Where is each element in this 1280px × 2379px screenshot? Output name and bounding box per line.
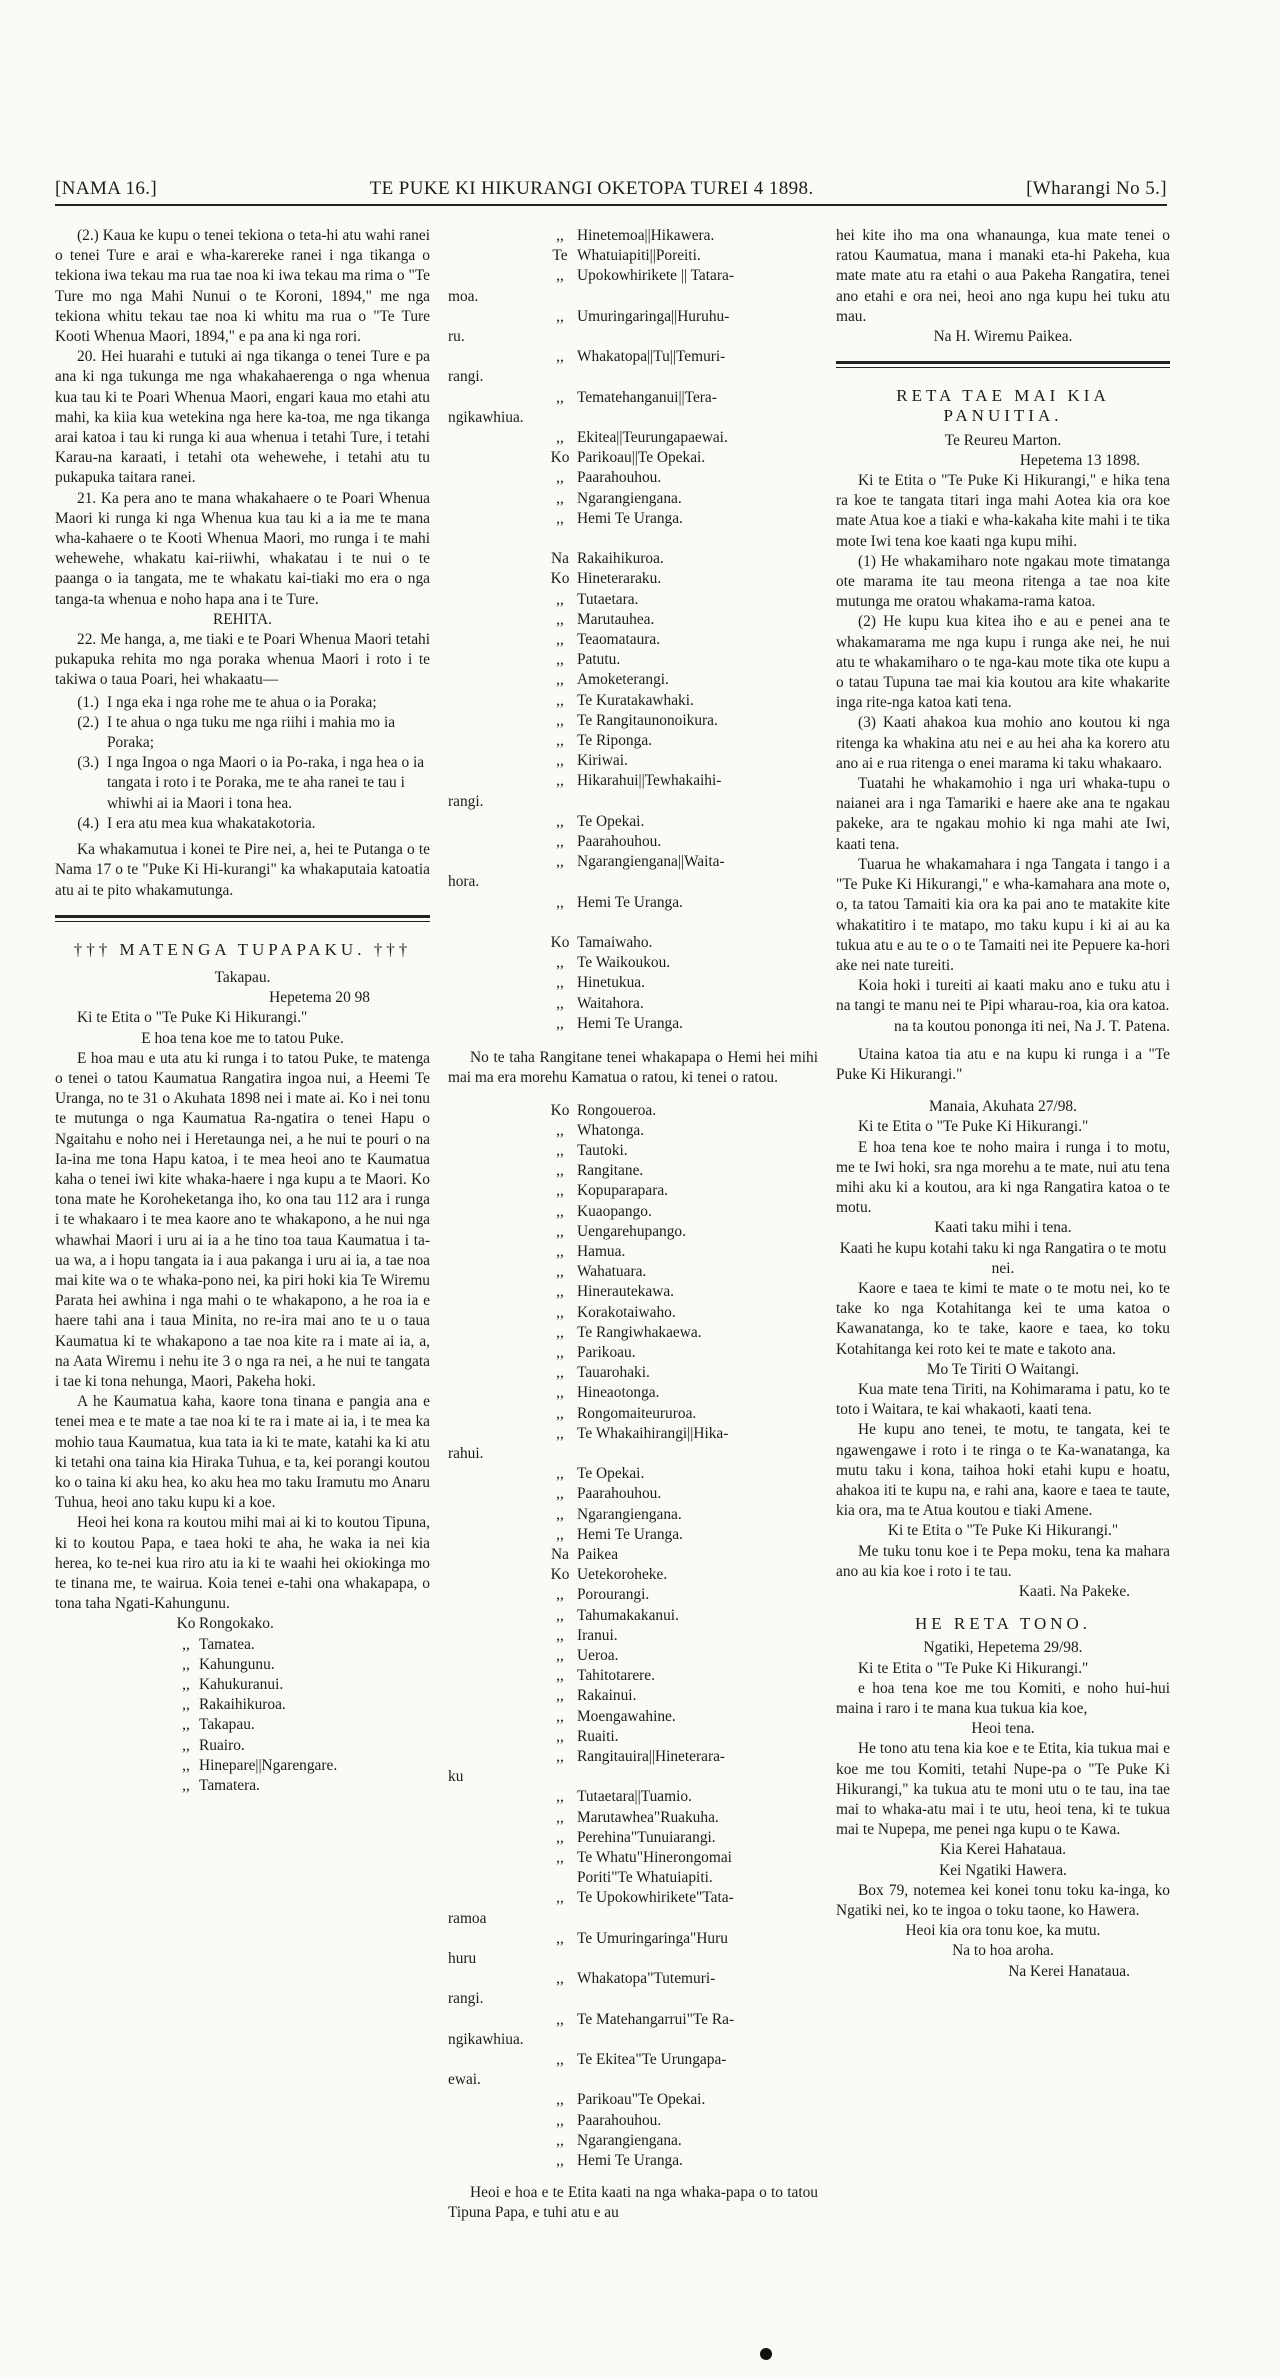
matenga-paragraph: A he Kaumatua kaha, kaore tona tinana e pangia ana e tenei mea e te mate a tae noa ki te ra i mate ai ia, i te mea ka mohio taua Kaumatua, kua tata ia ki te mate, katahi ka ki atu ki tetahi ona taina kia Hiraka Tuhua, e ta, kei porangi koutou ko o taina ki aku hea, ko aku hea mo taku Iramutu mo Anaru Tuhua, heoi ano taku kupu ki a koe.: [55, 1393, 430, 1512]
clause-19-2: (2.) Kaua ke kupu o tenei tekiona o teta-hi atu wahi ranei o tenei Ture e arai e wha-karereke ranei i nga tikanga o tekiona iwa tekau ma rua tae noa ki iwa tekau ma rima o "Te Ture mo nga Mahi Nunui o te Koroni, 1894," me nga tekiona whitu tekau tae noa ki whitu ma rua o "Te Ture Kooti Whenua Maori, 1894," e pa ana ki nga rori.: [55, 227, 430, 346]
genealogy-list-ngati-kahungunu: [448, 226, 818, 1034]
genealogy-row: ,, Kiriwai.: [556, 752, 628, 770]
genealogy-row: ramoa: [448, 1909, 487, 1927]
genealogy-row: ,, Rongomaiteururoa.: [556, 1404, 697, 1422]
genealogy-row: ,, Ueroa.: [556, 1646, 619, 1664]
clause-21: 21. Ka pera ano te mana whakahaere o te Poari Whenua Maori ki runga ki nga Whenua kua tau ki a ia me te mana wha-kahaere o te Kooti Whenua Maori, mo runga i te mahi wehewehe, whakatu kai-riiwhi, whakatau i te nui o te paanga o ia tangata, me te whakatu kai-tiaki mo era o nga tanga-ta whenua e noho hapa ana i te Ture.: [55, 489, 430, 608]
letter-salutation: Ki te Etita o "Te Puke Ki Hikurangi.": [77, 1009, 308, 1027]
genealogy-row: ,, Hinepare||Ngarengare.: [182, 1756, 338, 1774]
genealogy-row: ngikawhiua.: [448, 2030, 524, 2048]
genealogy-row: hora.: [448, 873, 480, 891]
genealogy-row: ,, Waitahora.: [556, 994, 644, 1012]
genealogy-row: ,, Tamatea.: [182, 1635, 255, 1653]
tono-line: Heoi tena.: [971, 1720, 1035, 1738]
issue-number: [NAMA 16.]: [55, 178, 158, 199]
genealogy-row: ,, Te Rangiwhakaewa.: [556, 1323, 702, 1341]
reta-paragraph: Koia hoki i tureiti ai kaati maku ano e tuku atu i na tangi te manu nei te Pipi wharau-roa, kia ora katoa.: [836, 977, 1170, 1015]
column-left: [55, 226, 430, 1796]
manaia-paragraph: Kua mate tena Tiriti, na Kohimarama i patu, ko te toto i Waitara, te kai whakaoti, kaati tena.: [836, 1380, 1170, 1419]
column-middle: [448, 226, 818, 2224]
genealogy-row: ,, Rakaihikuroa.: [182, 1696, 286, 1714]
genealogy-row: ,, Tutaetara.: [556, 590, 639, 608]
genealogy-row: ,, Te Umuringaringa"Huru: [556, 1929, 728, 1947]
matenga-paragraph: Heoi hei kona ra koutou mihi mai ai ki to koutou Tipuna, ki to koutou Papa, e taea hoki te aha, he waka ia nei kia herea, ko te-nei kua riro atu ia ki te waahi hei okiokinga mo te tinana me, te wairua. Koia tenei e-tahi ona whakapapa, o tona taha Ngati-Kahungunu.: [55, 1514, 430, 1613]
genealogy-row: ,, Te Rangitaunonoikura.: [556, 711, 718, 729]
genealogy-row: ,, Kahungunu.: [182, 1655, 275, 1673]
genealogy-row: ,, Parikoau"Te Opekai.: [556, 2091, 706, 2109]
genealogy-row: ,, Whatonga.: [556, 1121, 645, 1139]
genealogy-row: ,, Teaomataura.: [556, 631, 661, 649]
tono-line: Heoi kia ora tonu koe, ka mutu.: [905, 1922, 1101, 1940]
reta-paragraph: Tuatahi he whakamohio i nga uri whaka-tupu o naianei ara i nga Tamariki e haere ake ana te ngakau pakeke, ara te ngakau mohio ki nga mahi ate Iwi, kaati tena.: [836, 775, 1170, 853]
genealogy-row: Ko Uetekoroheke.: [550, 1566, 668, 1584]
ink-dot-mark: [760, 2348, 772, 2360]
list-item: (1.) I nga eka i nga rohe me te ahua o ia Poraka;: [77, 693, 377, 711]
clause-20: 20. Hei huarahi e tutuki ai nga tikanga o tenei Ture e pa ana ki nga tukunga me nga whakahaerenga o nga whenua kua tau ki te Poari Whenua Maori, engari kaua mo etahi atu mahi, ka kiia kua wetekina nga here ka-toa, me nga tikanga arai katoa i tau ki runga ki aua whenua i tetahi Ture, i tetahi Karau-na karaati, i tetahi ota wehewehe, i tetahi atu tu pukapuka taitara ranei.: [55, 348, 430, 487]
genealogy-row: [448, 913, 818, 933]
manaia-paragraph: Me tuku tonu koe i te Pepa moku, tena ka mahara ano au kia koe i roto i te tau.: [836, 1542, 1170, 1580]
letter-date: Hepetema 20 98: [269, 989, 370, 1007]
genealogy-row: ,, Umuringaringa||Huruhu-: [556, 307, 730, 325]
genealogy-row: ,, Rangitane.: [556, 1162, 644, 1180]
section-heading-rehita: REHITA.: [212, 610, 273, 628]
signature: Kaati. Na Pakeke.: [1018, 1583, 1130, 1600]
genealogy-row: ,, Te Upokowhirikete"Tata-: [556, 1889, 734, 1907]
section-divider: [55, 915, 430, 922]
genealogy-row: ,, Tahitotarere.: [556, 1667, 655, 1685]
genealogy-row: ,, Tahumakakanui.: [556, 1606, 679, 1624]
genealogy-row: ,, Paarahouhou.: [556, 2111, 662, 2129]
tono-paragraph: e hoa tena koe me tou Komiti, e noho hui-hui maina i raro i te mana kua tukua kia koe,: [836, 1679, 1170, 1718]
genealogy-row: rangi.: [448, 1990, 484, 2008]
genealogy-row: Te Whatuiapiti||Poreiti.: [552, 247, 701, 265]
genealogy-row: ,, Ngarangiengana.: [556, 2131, 682, 2149]
genealogy-row: ,, Whakatopa||Tu||Temuri-: [556, 348, 726, 366]
list-item: (4.) I era atu mea kua whakatakotoria.: [77, 814, 316, 832]
tono-heading: HE RETA TONO.: [914, 1614, 1092, 1634]
genealogy-row: ,, Marutauhea.: [556, 610, 655, 628]
genealogy-row: ,, Te Riponga.: [556, 732, 653, 750]
genealogy-row: ewai.: [448, 2071, 481, 2089]
bill-closing-note: Ka whakamutua i konei te Pire nei, a, hei te Putanga o te Nama 17 o te "Puke Ki Hi-kurangi" ka whakaputaia katoatia atu ai te pito whakamutunga.: [55, 841, 430, 899]
genealogy-row: ,, Porourangi.: [556, 1586, 650, 1604]
clause-22-items: [55, 693, 430, 834]
genealogy-row: ,, Hemi Te Uranga.: [556, 1014, 683, 1032]
genealogy-row: Ko Hineteraraku.: [550, 570, 662, 588]
genealogy-row: ,, Hemi Te Uranga.: [556, 509, 683, 527]
letter-date: Manaia, Akuhata 27/98.: [929, 1098, 1077, 1116]
genealogy-row: ,, Tautoki.: [556, 1141, 628, 1159]
genealogy-row: ,, Tematehanganui||Tera-: [556, 388, 717, 406]
closing-paragraph: Heoi e hoa e te Etita kaati na nga whaka-papa o to tatou Tipuna Papa, e tuhi atu e au: [448, 2184, 818, 2222]
manaia-line: Kaati taku mihi i tena.: [934, 1219, 1072, 1237]
genealogy-row: ,, Paarahouhou.: [556, 833, 662, 851]
genealogy-row: Ko Rongokako.: [176, 1615, 274, 1633]
genealogy-row: Poriti"Te Whatuiapiti.: [577, 1869, 713, 1887]
genealogy-row: ,, Perehina"Tunuiarangi.: [556, 1828, 716, 1846]
genealogy-row: ,, Hineaotonga.: [556, 1384, 660, 1402]
genealogy-row: ,, Moengawahine.: [556, 1707, 676, 1725]
reta-paragraph: Ki te Etita o "Te Puke Ki Hikurangi," e hika tena ra koe te tangata titari inga mahi Aotea kia ora koe mate Atua koe a tiaki e wha-kakaha kite mahi i te tika mote Iwi tena koe kaati nga kupu mihi.: [836, 472, 1170, 550]
tono-line: Na to hoa aroha.: [952, 1942, 1054, 1960]
reta-paragraph: (1) He whakamiharo note ngakau mote timatanga ote marama ite tau meona ritenga a tae noa kite mutunga me oratou whakama-rama katoa.: [836, 552, 1170, 611]
reta-paragraph: Tuarua he whakamahara i nga Tangata i tango i a "Te Puke Ki Hikurangi," e wha-kamahara ana mote o, o, ta tatou Tamaiti kia ora ka pai ano te matakite kite whakatitiro i te matapo, mo taku kupu i ki ai au ka tukua atu e au te o o te Tamaiti nei ite Pepuere ka-hori ake nei nate tureiti.: [836, 855, 1170, 974]
genealogy-row: ku: [448, 1768, 464, 1786]
genealogy-row: Na Paikea: [551, 1545, 619, 1563]
genealogy-row: ,, Te Opekai.: [556, 1465, 645, 1483]
genealogy-row: Ko Parikoau||Te Opekai.: [550, 449, 706, 467]
manaia-line: Ki te Etita o "Te Puke Ki Hikurangi.": [887, 1522, 1119, 1540]
genealogy-row: ,, Paarahouhou.: [556, 1485, 662, 1503]
genealogy-row: ,, Patutu.: [556, 651, 621, 669]
header-rule: [55, 204, 1167, 206]
genealogy-row: ,, Te Ekitea"Te Urungapa-: [556, 2051, 727, 2069]
genealogy-row: ,, Kuaopango.: [556, 1202, 652, 1220]
genealogy-row: rangi.: [448, 368, 484, 386]
genealogy-row: ,, Marutawhea"Ruakuha.: [556, 1808, 719, 1826]
genealogy-row: ,, Ngarangiengana||Waita-: [556, 853, 725, 871]
manaia-line: Mo Te Tiriti O Waitangi.: [926, 1360, 1080, 1378]
genealogy-row: [448, 529, 818, 549]
section-divider: [836, 361, 1170, 368]
genealogy-row: ,, Uengarehupango.: [556, 1222, 686, 1240]
genealogy-row: Ko Rongoueroa.: [550, 1101, 657, 1119]
genealogy-row: ngikawhiua.: [448, 408, 524, 426]
continued-paragraph: hei kite iho ma ona whanaunga, kua mate tenei o ratou Kaumatua, mana i manaki eta-hi Pakeha, kua mate mate atu ra etahi o aua Pakeha Rangatira, tenei ano etahi e ora nei, heoi ano nga kupu hei tuku atu mau.: [836, 227, 1170, 325]
letter-greeting: E hoa tena koe me to tatou Puke.: [141, 1029, 344, 1047]
genealogy-row: ,, Ngarangiengana.: [556, 489, 682, 507]
genealogy-row: Na Rakaihikuroa.: [551, 550, 664, 568]
genealogy-list-rangitane: [448, 1101, 818, 2172]
genealogy-row: ,, Wahatuara.: [556, 1263, 647, 1281]
genealogy-row: ,, Amoketerangi.: [556, 671, 669, 689]
genealogy-row: ,, Rakainui.: [556, 1687, 637, 1705]
genealogy-row: ,, Tamatera.: [182, 1777, 260, 1795]
genealogy-row: rahui.: [448, 1444, 484, 1462]
list-item: (3.) I nga Ingoa o nga Maori o ia Po-raka, i nga hea o ia tangata i roto i te Poraka, me te aha ranei te tau i whiwhi ai ia Maori i tona hea.: [77, 754, 425, 812]
genealogy-row: ,, Hinetemoa||Hikawera.: [556, 227, 715, 244]
genealogy-row: ,, Whakatopa"Tutemuri-: [556, 1970, 716, 1988]
genealogy-row: ,, Parikoau.: [556, 1343, 636, 1361]
genealogy-row: ,, Te Whakaihirangi||Hika-: [556, 1424, 729, 1442]
clause-22: 22. Me hanga, a, me tiaki e te Poari Whenua Maori tetahi pukapuka rehita mo nga poraka whenua Maori i roto i te takiwa o taua Poari, hei whakaatu—: [55, 631, 430, 689]
genealogy-row: ,, Te Waikoukou.: [556, 954, 671, 972]
rangitane-note: No te taha Rangitane tenei whakapapa o Hemi hei mihi mai ma era morehu Kamatua o ratou, ki tenei o ratou.: [448, 1049, 818, 1087]
genealogy-row: ,, Hemi Te Uranga.: [556, 893, 683, 911]
list-item: (2.) I te ahua o nga tuku me nga riihi i mahia mo ia Poraka;: [77, 713, 396, 752]
signature: Na H. Wiremu Paikea.: [933, 328, 1073, 346]
matenga-paragraph: E hoa mau e uta atu ki runga i to tatou Puke, te matenga o tenei o tatou Kaumatua Rangatira ingoa nui, a Heemi Te Uranga, no te 31 o Akuhata 1898 nei i mate ai. Ko i nei tonu te mutunga o nga Kaumatua Ra-ngatira o tenei Hapu o Ngaitahu e noho nei i Heretaunga nei, a he nui te pouri o na Ia-ina me tona Hapu katoa, i te mea heoi ano te Kaumatua kaha o tenei iwi kite whaka-haere i nga kupu a te Maori. Ko tona mate he Koroheketanga iho, ko ona tau 112 ara i runga i te whakaaro i te mea kaore ano te whakapono, a he nui nga whawhai Maori i uru ai ia a he tino toa taua Kaumatua i ta-ua wa, a i hopu tangata ia i aua pakanga i uru ai ia, a tae noa mai kite wa o te whaka-pono nei, ka piri hoki kia Te Wiremu Parata hei awhina i nga mahi o te whakapono, a he roa ia e haere tahi ana i taua Minita, no re-ira mai ano te u o taua Kaumatua ki te whakapono a tae noa kite ra i mate ai ia, a, na Aata Wiremu i nehu ite 3 o nga ra nei, a he nui te tangata i tae ki tona nehunga, Maori, Pakeha hoki.: [55, 1049, 430, 1390]
letter-salutation: Ki te Etita o "Te Puke Ki Hikurangi.": [858, 1118, 1089, 1136]
genealogy-row: ,, Kahukuranui.: [182, 1676, 284, 1694]
genealogy-row: rangi.: [448, 792, 484, 810]
letter-place: Takapau.: [214, 968, 271, 986]
masthead-title: TE PUKE KI HIKURANGI OKETOPA TUREI 4 1898.: [369, 178, 814, 199]
genealogy-row: ,, Hemi Te Uranga.: [556, 1525, 683, 1543]
genealogy-row: Ko Tamaiwaho.: [550, 934, 653, 952]
tono-line: Kia Kerei Hahataua.: [939, 1841, 1067, 1859]
genealogy-row: ,, Te Whatu"Hinerongomai: [556, 1849, 732, 1867]
genealogy-row: ,, Tauarohaki.: [556, 1364, 650, 1382]
genealogy-row: ,, Kopuparapara.: [556, 1182, 669, 1200]
reta-paragraph: (3) Kaati ahakoa kua mohio ano koutou ki nga ritenga ka whakina atu nei e au hei aha ka korero atu ano ai e rua ritenga o enei marama ki taku whakaaro.: [836, 714, 1170, 772]
page-header: [55, 178, 1167, 200]
reta-paragraph: Utaina katoa tia atu e na kupu ki runga i a "Te Puke Ki Hikurangi.": [836, 1045, 1170, 1083]
genealogy-row: ,, Te Opekai.: [556, 812, 645, 830]
manaia-line: Kaati he kupu kotahi taku ki nga Rangatira o te motu nei.: [839, 1239, 1167, 1277]
manaia-paragraph: He kupu ano tenei, te motu, te tangata, kei te ngawengawe i roto i te ringa o te Ka-wanatanga, ka mutu taku i kona, taihoa hoki etahi kupu e hoatu, ahakoa iti te kupu na, e rahi ana, kaore e taea te taute, kia ora, ma te Atua koutou e tiaki Amene.: [836, 1421, 1170, 1520]
manaia-paragraph: E hoa tena koe te noho maira i runga i to motu, me te Iwi hoki, sra nga morehu a te mate, nui atu tena mihi aku ki a koutou, ara ki nga Rangatira katoa o te motu.: [836, 1138, 1170, 1217]
tono-line: Kei Ngatiki Hawera.: [939, 1861, 1067, 1879]
genealogy-row: moa.: [448, 287, 479, 305]
letter-date: Hepetema 13 1898.: [1019, 451, 1140, 469]
reta-heading: RETA TAE MAI KIA PANUITIA.: [896, 386, 1110, 426]
letter-place: Te Reureu Marton.: [944, 431, 1062, 449]
genealogy-row: ,, Hikarahui||Tewhakaihi-: [556, 772, 722, 790]
genealogy-row: ,, Iranui.: [556, 1626, 618, 1644]
genealogy-row: ,, Korakotaiwaho.: [556, 1303, 676, 1321]
column-right: [836, 226, 1170, 1982]
signature: na ta koutou pononga iti nei, Na J. T. Patena.: [894, 1017, 1170, 1035]
page-number: [Wharangi No 5.]: [1026, 178, 1167, 199]
genealogy-row: ,, Upokowhirikete || Tatara-: [556, 267, 734, 285]
genealogy-row: ,, Ekitea||Teurungapaewai.: [556, 429, 728, 447]
genealogy-row: ,, Te Matehangarrui"Te Ra-: [556, 2010, 735, 2028]
genealogy-row: ,, Hemi Te Uranga.: [556, 2152, 683, 2170]
genealogy-row: ,, Te Kuratakawhaki.: [556, 691, 694, 709]
genealogy-row: ,, Ngarangiengana.: [556, 1505, 682, 1523]
letter-date: Ngatiki, Hepetema 29/98.: [923, 1639, 1083, 1657]
genealogy-row: ,, Paarahouhou.: [556, 469, 662, 487]
manaia-paragraph: Kaore e taea te kimi te mate o te motu nei, ko te take ko nga Kotahitanga kei te uma katoa o Kawanatanga, ko te take, kaore e taea, ko toku Kotahitanga kei roto kei te mate e takoto ana.: [836, 1279, 1170, 1358]
genealogy-row: ru.: [448, 328, 465, 346]
tono-paragraph: He tono atu tena kia koe e te Etita, kia tukua mai e koe me tou Komiti, tetahi Nupe-pa o "Te Puke Ki Hikurangi," ka tukua atu te moni utu o te tau, ina tae mai to whaka-atu mai i te utu, heoi tena, ki te tukua mai te Nupepa, me penei nga kupu o te Kawa.: [836, 1740, 1170, 1839]
letter-salutation: Ki te Etita o "Te Puke Ki Hikurangi.": [858, 1659, 1089, 1677]
genealogy-row: huru: [448, 1950, 477, 1968]
genealogy-row: ,, Ruaiti.: [556, 1727, 619, 1745]
genealogy-row: ,, Ruairo.: [182, 1736, 245, 1754]
genealogy-list: [173, 1614, 430, 1796]
tono-paragraph: Box 79, notemea kei konei tonu toku ka-inga, ko Ngatiki nei, ko te ingoa o toku taone, ko Hawera.: [836, 1881, 1170, 1920]
genealogy-row: ,, Tutaetara||Tuamio.: [556, 1788, 692, 1806]
reta-paragraph: (2) He kupu kua kitea iho e au e penei ana te whakamarama me nga kupu i runga ake nei, he nui atu te whakamiharo o te nga-kau mote tika ote kupu a o tatau Tupuna tae mai kia koutou ara kite whakarite inga rite-nga katoa kati tena.: [836, 613, 1170, 712]
genealogy-row: ,, Takapau.: [182, 1716, 255, 1734]
matenga-heading: ††† MATENGA TUPAPAKU. †††: [73, 939, 412, 959]
genealogy-row: ,, Hinetukua.: [556, 974, 645, 992]
genealogy-row: ,, Rangitauira||Hineterara-: [556, 1748, 726, 1765]
signature: Na Kerei Hanataua.: [1008, 1962, 1130, 1980]
genealogy-row: ,, Hamua.: [556, 1242, 626, 1260]
genealogy-row: ,, Hinerautekawa.: [556, 1283, 674, 1301]
